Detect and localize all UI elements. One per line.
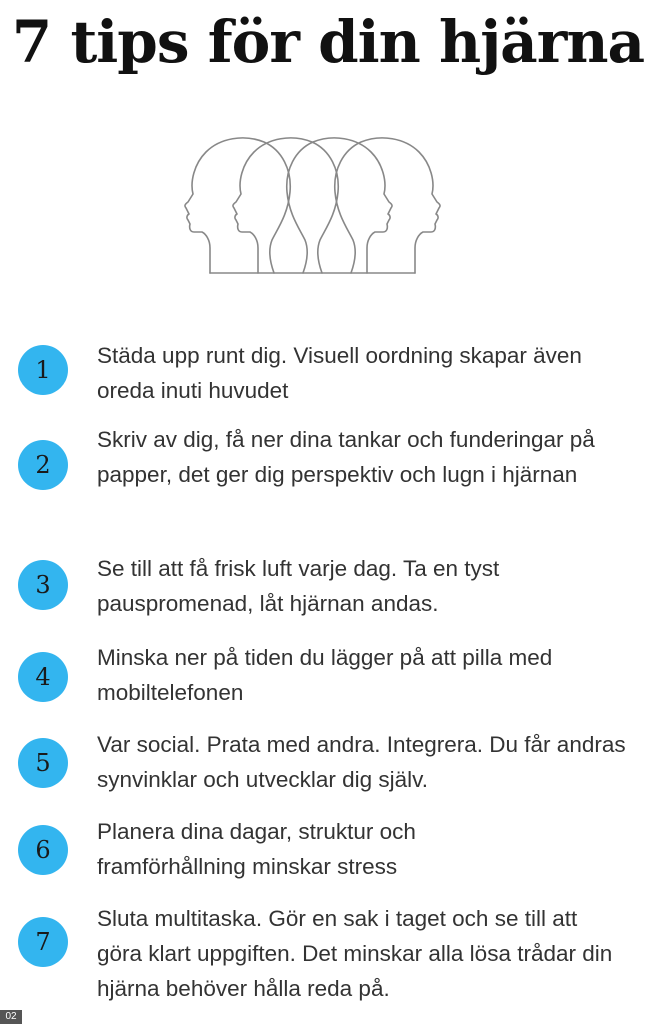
number-badge: 5 (18, 738, 68, 788)
tip-text: Se till att få frisk luft varje dag. Ta en tyst pauspromenad, låt hjärnan andas. (97, 556, 500, 616)
number-badge: 4 (18, 652, 68, 702)
page-title: 7 tips för din hjärna (11, 8, 645, 76)
tip-text: Var social. Prata med andra. Integrera. Du får andras synvinklar och utvecklar dig själv. (97, 732, 626, 792)
tip-text: Sluta multitaska. Gör en sak i taget och se till att göra klart uppgiften. Det minskar alla lösa trådar din hjärna behöver hålla reda på. (97, 906, 613, 1001)
tip-text: Städa upp runt dig. Visuell oordning skapar även oreda inuti huvudet (97, 343, 582, 403)
number-badge: 3 (18, 560, 68, 610)
number-badge: 1 (18, 345, 68, 395)
number-badge: 2 (18, 440, 68, 490)
number-badge: 6 (18, 825, 68, 875)
corner-tag: 02 (0, 1010, 22, 1024)
tip-text: Minska ner på tiden du lägger på att pilla med mobiltelefonen (97, 645, 553, 705)
number-badge: 7 (18, 917, 68, 967)
tip-text: Planera dina dagar, struktur och framförhållning minskar stress (97, 819, 416, 879)
tip-text: Skriv av dig, få ner dina tankar och funderingar på papper, det ger dig perspektiv och lugn i hjärnan (97, 427, 595, 487)
